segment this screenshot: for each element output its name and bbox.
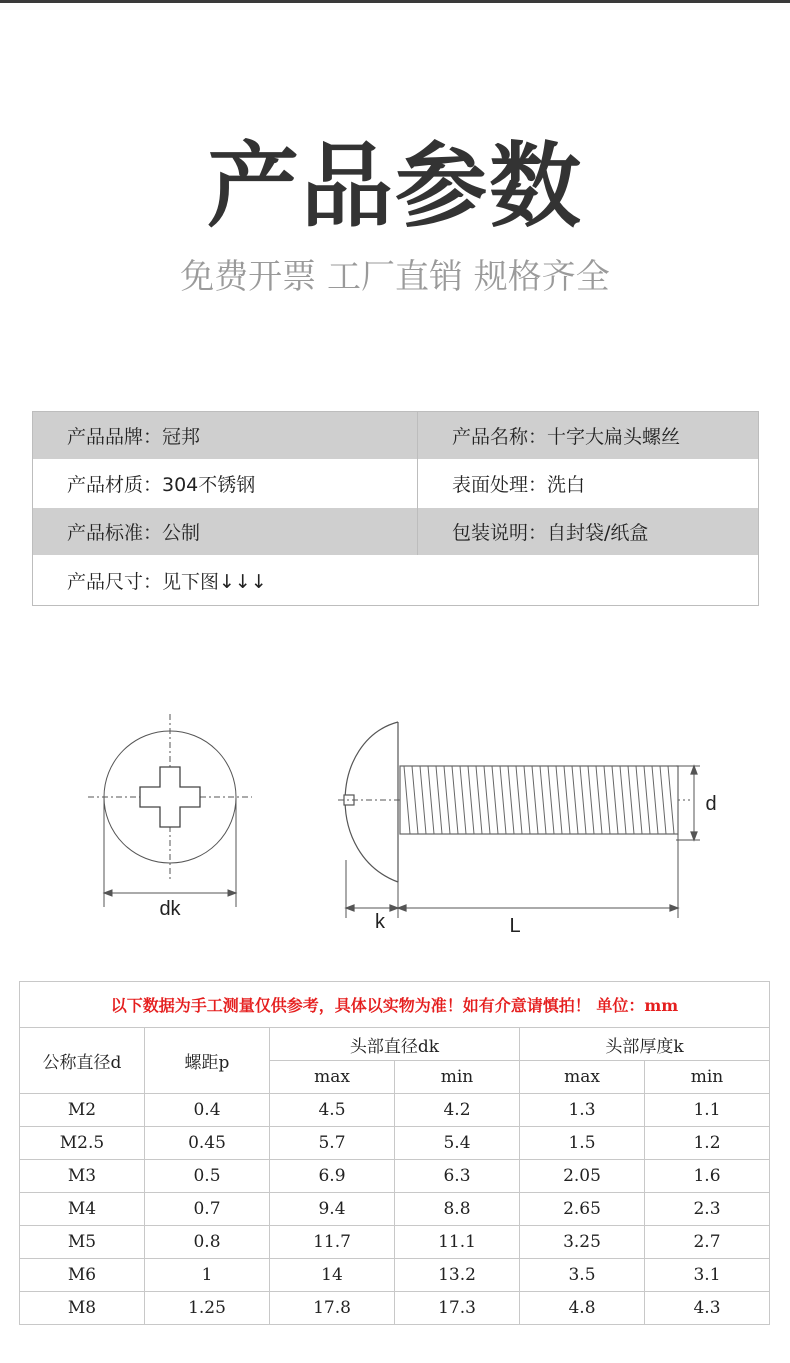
header-k-min: min: [645, 1061, 770, 1094]
cell-dk-max: 17.8: [270, 1292, 395, 1325]
cell-k-max: 3.5: [520, 1259, 645, 1292]
screw-diagram: [0, 700, 790, 950]
cell-dk-max: 11.7: [270, 1226, 395, 1259]
cell-d: M3: [20, 1160, 145, 1193]
table-row: [20, 1292, 770, 1325]
screw-head-front-view: [88, 714, 252, 907]
table-row: [20, 1160, 770, 1193]
cell-k-max: 2.05: [520, 1160, 645, 1193]
table-row: [20, 1226, 770, 1259]
spec-size: 产品尺寸：见下图↓↓↓: [67, 570, 267, 593]
cell-p: 0.8: [145, 1226, 270, 1259]
header-dk-max: max: [270, 1061, 395, 1094]
label-k: k: [375, 911, 385, 933]
label-d: d: [705, 793, 717, 815]
cell-d: M2.5: [20, 1127, 145, 1160]
cell-dk-max: 14: [270, 1259, 395, 1292]
cell-p: 0.45: [145, 1127, 270, 1160]
spec-package: 包装说明：自封袋/纸盒: [418, 508, 759, 555]
header-k-max: max: [520, 1061, 645, 1094]
top-border: [0, 0, 790, 3]
cell-dk-min: 13.2: [395, 1259, 520, 1292]
header-pitch: 螺距p: [145, 1028, 270, 1094]
cell-k-max: 4.8: [520, 1292, 645, 1325]
spec-row: [33, 412, 759, 460]
cell-dk-min: 4.2: [395, 1094, 520, 1127]
spec-row: [33, 459, 759, 508]
cell-dk-min: 6.3: [395, 1160, 520, 1193]
cell-p: 1: [145, 1259, 270, 1292]
spec-name: 产品名称：十字大扁头螺丝: [418, 412, 759, 460]
cell-k-max: 1.3: [520, 1094, 645, 1127]
page-title: 产品参数: [206, 133, 583, 240]
spec-row: [33, 508, 759, 555]
label-L: L: [509, 915, 521, 937]
cell-dk-max: 6.9: [270, 1160, 395, 1193]
cell-dk-max: 9.4: [270, 1193, 395, 1226]
screw-side-view: [338, 722, 700, 918]
cell-k-min: 1.2: [645, 1127, 770, 1160]
spec-standard: 产品标准：公制: [33, 508, 418, 555]
spec-table: [32, 411, 759, 606]
cell-d: M8: [20, 1292, 145, 1325]
spec-material: 产品材质：304不锈钢: [67, 474, 256, 496]
cell-k-max: 3.25: [520, 1226, 645, 1259]
notice: 以下数据为手工测量仅供参考，具体以实物为准！如有介意请慎拍！ 单位：mm: [20, 982, 770, 1028]
cell-k-min: 1.6: [645, 1160, 770, 1193]
cell-p: 1.25: [145, 1292, 270, 1325]
table-row: [20, 1127, 770, 1160]
dimension-rows: [20, 1094, 770, 1325]
table-row: [20, 1193, 770, 1226]
header-head-thickness: 头部厚度k: [520, 1028, 770, 1061]
header-dk-min: min: [395, 1061, 520, 1094]
spec-surface: 表面处理：洗白: [418, 459, 759, 508]
cell-dk-min: 17.3: [395, 1292, 520, 1325]
cell-dk-min: 11.1: [395, 1226, 520, 1259]
cell-k-max: 2.65: [520, 1193, 645, 1226]
spec-row: [33, 555, 759, 606]
cell-p: 0.4: [145, 1094, 270, 1127]
cell-dk-min: 5.4: [395, 1127, 520, 1160]
cell-d: M2: [20, 1094, 145, 1127]
cell-dk-max: 4.5: [270, 1094, 395, 1127]
header-head-diameter: 头部直径dk: [270, 1028, 520, 1061]
cell-k-max: 1.5: [520, 1127, 645, 1160]
label-dk: dk: [159, 898, 181, 920]
cell-k-min: 4.3: [645, 1292, 770, 1325]
cell-d: M5: [20, 1226, 145, 1259]
table-row: [20, 1094, 770, 1127]
header-nominal-diameter: 公称直径d: [20, 1028, 145, 1094]
dimension-table: [19, 981, 770, 1325]
cell-d: M4: [20, 1193, 145, 1226]
spec-brand: 产品品牌：冠邦: [33, 412, 418, 460]
cell-dk-min: 8.8: [395, 1193, 520, 1226]
page-subtitle: 免费开票 工厂直销 规格齐全: [180, 257, 610, 297]
cell-k-min: 2.3: [645, 1193, 770, 1226]
cell-dk-max: 5.7: [270, 1127, 395, 1160]
cell-k-min: 1.1: [645, 1094, 770, 1127]
cell-p: 0.7: [145, 1193, 270, 1226]
cell-k-min: 2.7: [645, 1226, 770, 1259]
cell-p: 0.5: [145, 1160, 270, 1193]
cell-d: M6: [20, 1259, 145, 1292]
cell-k-min: 3.1: [645, 1259, 770, 1292]
table-row: [20, 1259, 770, 1292]
